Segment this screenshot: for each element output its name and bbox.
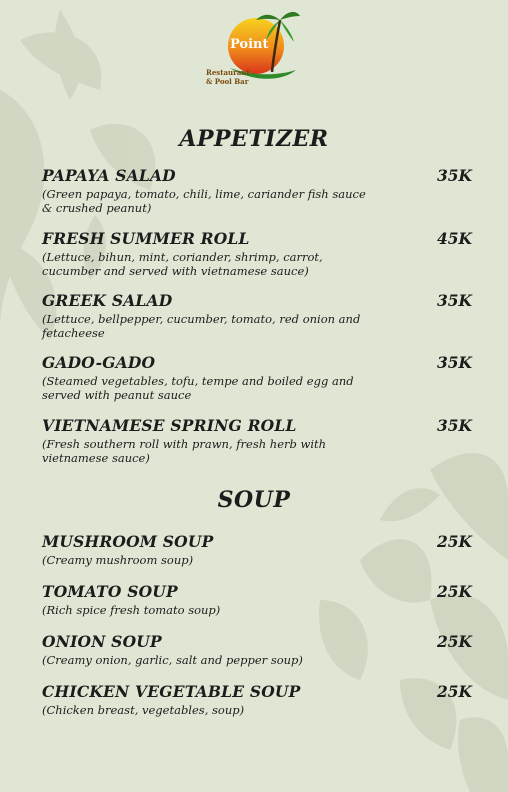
section-title-appetizer: APPETIZER [179, 126, 329, 152]
item-price: 35K [436, 166, 472, 185]
logo-subtitle [206, 68, 266, 86]
menu-item [42, 353, 482, 402]
item-description: (Lettuce, bihun, mint, coriander, shrimp, carrot, cucumber and served with vietnamese sauce) [42, 250, 323, 278]
logo-subtext-restaurant: Restaurant [206, 68, 250, 77]
logo-subtext-pool-bar: & Pool Bar [206, 77, 249, 86]
item-name: CHICKEN VEGETABLE SOUP [42, 682, 301, 701]
item-description: (Chicken breast, vegetables, soup) [42, 703, 245, 717]
item-name: GREEK SALAD [42, 291, 173, 310]
item-description: (Lettuce, bellpepper, cucumber, tomato, red onion and fetacheese [42, 312, 361, 340]
menu-item [42, 416, 482, 465]
menu-item [42, 291, 482, 340]
item-price: 25K [436, 632, 472, 651]
item-price: 25K [436, 682, 472, 701]
menu-item [42, 532, 482, 567]
item-name: GADO-GADO [42, 353, 156, 372]
item-price: 45K [436, 229, 472, 248]
logo-text: Point [230, 37, 269, 52]
item-name: VIETNAMESE SPRING ROLL [42, 416, 297, 435]
item-name: PAPAYA SALAD [42, 166, 176, 185]
item-description: (Green papaya, tomato, chili, lime, cariander fish sauce & crushed peanut) [42, 187, 366, 215]
item-price: 35K [436, 353, 472, 372]
item-name: MUSHROOM SOUP [42, 532, 214, 551]
menu-item [42, 166, 482, 215]
item-description: (Fresh southern roll with prawn, fresh herb with vietnamese sauce) [42, 437, 327, 465]
item-price: 35K [436, 291, 472, 310]
item-description: (Rich spice fresh tomato soup) [42, 603, 221, 617]
item-name: ONION SOUP [42, 632, 162, 651]
item-name: TOMATO SOUP [42, 582, 178, 601]
menu-item [42, 682, 482, 717]
section-title-soup: SOUP [217, 487, 291, 513]
item-description: (Steamed vegetables, tofu, tempe and boiled egg and served with peanut sauce [42, 374, 354, 402]
menu-item [42, 229, 482, 278]
item-name: FRESH SUMMER ROLL [42, 229, 250, 248]
item-description: (Creamy onion, garlic, salt and pepper soup) [42, 653, 303, 667]
item-price: 25K [436, 532, 472, 551]
menu-item [42, 632, 482, 667]
item-price: 35K [436, 416, 472, 435]
item-description: (Creamy mushroom soup) [42, 553, 194, 567]
item-price: 25K [436, 582, 472, 601]
menu-item [42, 582, 482, 617]
